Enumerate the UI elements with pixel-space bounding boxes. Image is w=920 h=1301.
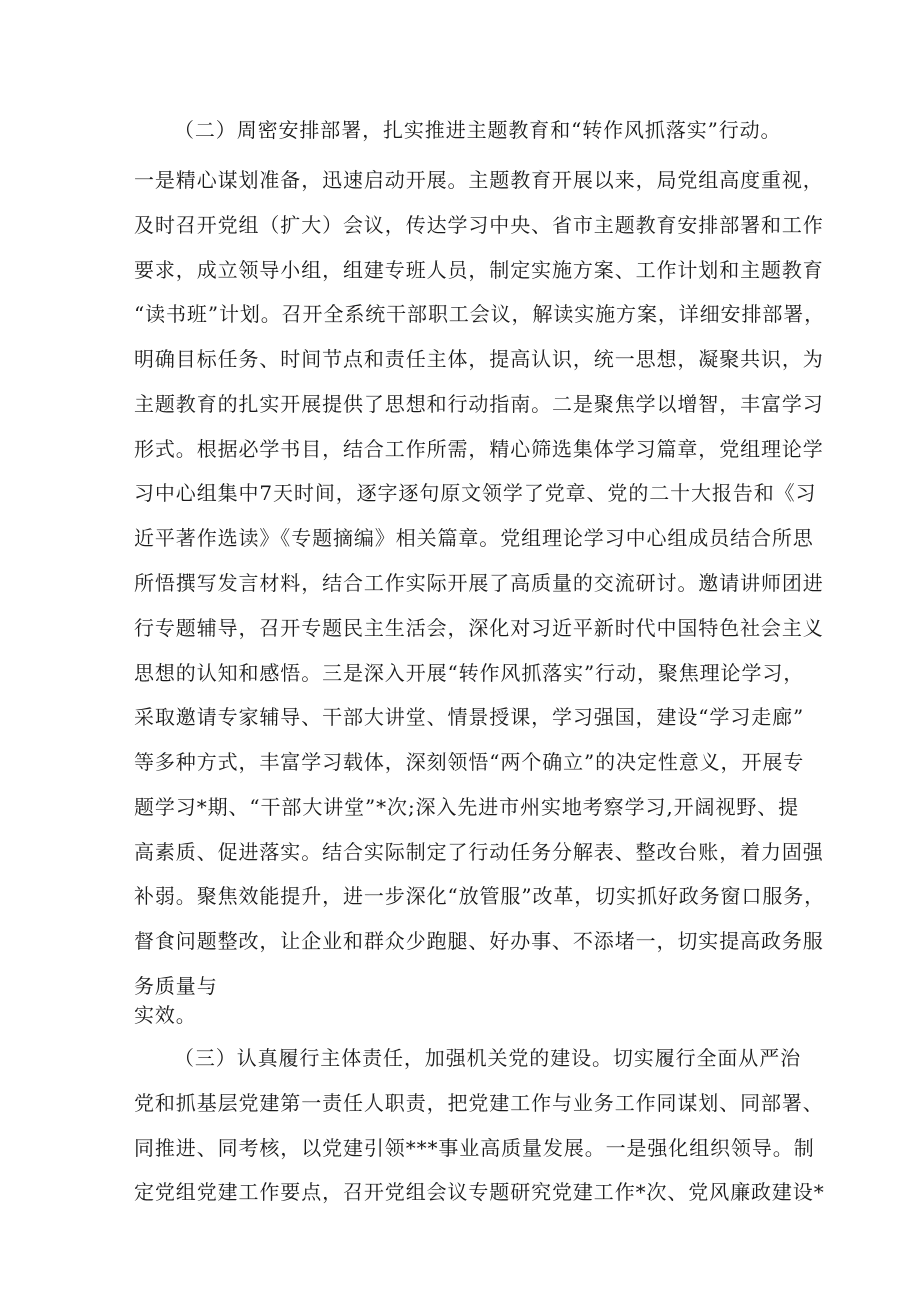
text-line: “读书班”计划。召开全系统干部职工会议，解读实施方案，详细安排部署， [134, 302, 826, 326]
text-line: 习中心组集中7天时间，逐字逐句原文领学了党章、党的二十大报告和《习 [134, 481, 817, 505]
paragraph-2-heading-line: （二）周密安排部署，扎实推进主题教育和“转作风抓落实”行动。 [174, 118, 782, 142]
text-line: 思想的认知和感悟。三是深入开展“转作风抓落实”行动，聚焦理论学习， [134, 661, 805, 685]
text-line: 定党组党建工作要点，召开党组会议专题研究党建工作*次、党风廉政建设* [134, 1180, 825, 1204]
text-line: 实效。 [134, 1003, 197, 1027]
text-line: 等多种方式，丰富学习载体，深刻领悟“两个确立”的决定性意义，开展专 [134, 750, 805, 774]
text-line: 一是精心谋划准备，迅速启动开展。主题教育开展以来，局党组高度重视， [134, 168, 824, 192]
paragraph-3-heading-line: （三）认真履行主体责任，加强机关党的建设。切实履行全面从严治 [174, 1046, 801, 1070]
text-line: 主题教育的扎实开展提供了思想和行动指南。二是聚焦学以增智，丰富学习 [134, 392, 824, 416]
text-line: 形式。根据必学书目，结合工作所需，精心筛选集体学习篇章，党组理论学 [134, 437, 824, 461]
text-line: 高素质、促进落实。结合实际制定了行动任务分解表、整改台账，着力固强 [134, 840, 824, 864]
text-line: 题学习*期、“干部大讲堂”*次;深入先进市州实地考察学习,开阔视野、提 [134, 795, 800, 819]
text-line: 要求，成立领导小组，组建专班人员，制定实施方案、工作计划和主题教育 [134, 258, 824, 282]
text-line: 近平著作选读》《专题摘编》相关篇章。党组理论学习中心组成员结合所思 [134, 526, 814, 550]
text-line: 党和抓基层党建第一责任人职责，把党建工作与业务工作同谋划、同部署、 [134, 1091, 824, 1115]
text-line: 行专题辅导，召开专题民主生活会，深化对习近平新时代中国特色社会主义 [134, 616, 824, 640]
text-line: 同推进、同考核，以党建引领***事业高质量发展。一是强化组织领导。制 [134, 1136, 815, 1160]
text-line: 所悟撰写发言材料，结合工作实际开展了高质量的交流研讨。邀请讲师团进 [134, 571, 824, 595]
text-line: 及时召开党组（扩大）会议，传达学习中央、省市主题教育安排部署和工作 [134, 213, 824, 237]
text-line: 明确目标任务、时间节点和责任主体，提高认识，统一思想，凝聚共识，为 [134, 347, 824, 371]
text-line: 补弱。聚焦效能提升，进一步深化“放管服”改革，切实抓好政务窗口服务， [134, 884, 826, 908]
text-line: 务质量与 [134, 974, 218, 998]
text-line: 采取邀请专家辅导、干部大讲堂、情景授课，学习强国，建设“学习走廊” [134, 705, 805, 729]
text-line: 督食问题整改，让企业和群众少跑腿、好办事、不添堵一，切实提高政务服 [134, 929, 824, 953]
